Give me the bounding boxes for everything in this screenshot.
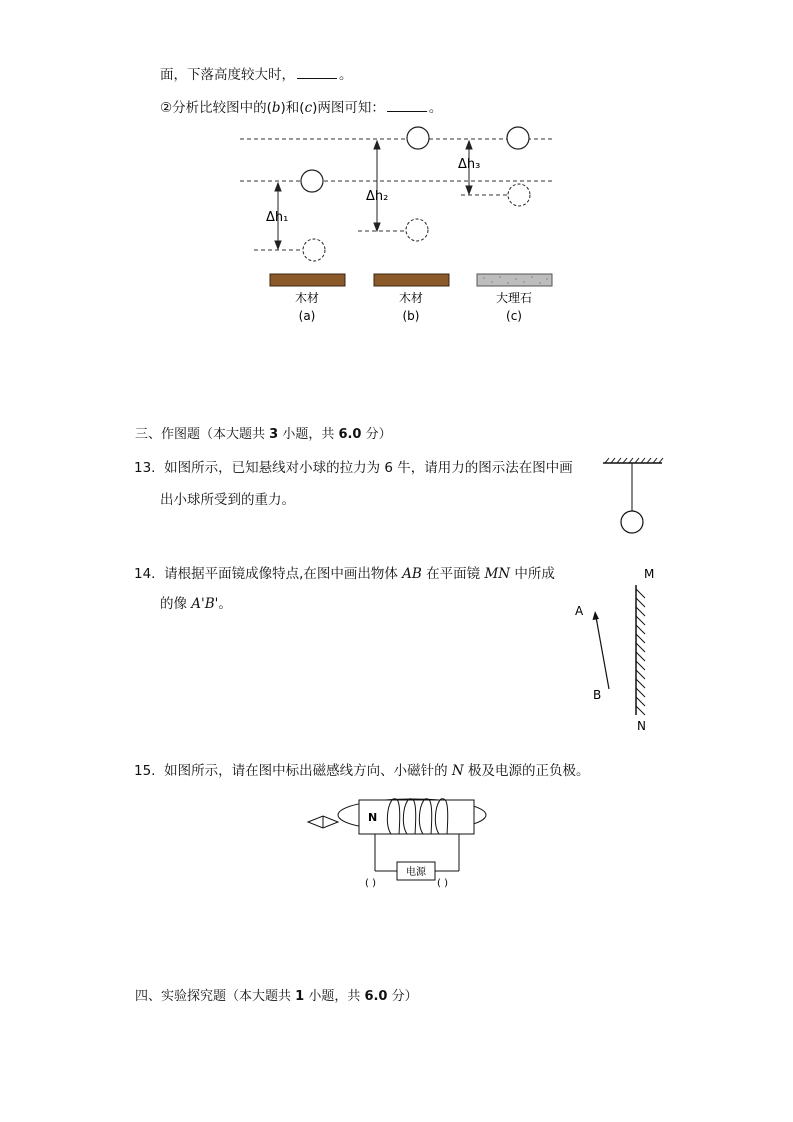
object-arrowhead xyxy=(593,611,600,620)
wood-surface-b xyxy=(374,274,449,286)
marble-texture xyxy=(483,276,548,284)
label-b: (b) xyxy=(402,309,420,323)
label-a: A xyxy=(575,604,584,618)
q14-line2: 的像 A'B'。 xyxy=(160,596,232,612)
label-c: (c) xyxy=(506,309,522,323)
left-polarity-slot[interactable]: ( ) xyxy=(365,878,376,889)
q13-figure xyxy=(600,455,680,545)
label-wood-a: 木材 xyxy=(294,291,320,305)
object-ab[interactable] xyxy=(596,617,609,689)
label-b: B xyxy=(593,688,602,702)
label-n: N xyxy=(637,719,646,733)
label-marble: 大理石 xyxy=(495,291,533,305)
q13-line2: 出小球所受到的重力。 xyxy=(160,492,295,508)
q12-blank-2[interactable] xyxy=(387,99,427,112)
q12-line2: ②分析比较图中的(b)和(c)两图可知： 。 xyxy=(160,100,443,116)
label-wood-b: 木材 xyxy=(398,291,424,305)
q12-line1: 面，下落高度较大时， 。 xyxy=(160,67,353,83)
wood-surface-a xyxy=(270,274,345,286)
label-dh1: Δh₁ xyxy=(266,210,289,225)
ball-a-start xyxy=(301,170,323,192)
ball-b-end xyxy=(406,219,428,241)
label-m: M xyxy=(644,567,655,581)
q13-line1: 13. 如图所示，已知悬线对小球的拉力为 6 牛，请用力的图示法在图中画 xyxy=(134,460,573,476)
right-polarity-slot[interactable]: ( ) xyxy=(437,878,448,889)
marble-surface xyxy=(477,274,552,286)
label-dh2: Δh₂ xyxy=(366,189,389,204)
ball-c-end xyxy=(508,184,530,206)
ball-b-start xyxy=(407,127,429,149)
q14-figure xyxy=(565,565,685,735)
label-a: (a) xyxy=(298,309,316,323)
q12-blank-1[interactable] xyxy=(297,66,337,79)
power-label: 电源 xyxy=(406,867,426,878)
mirror-hatch xyxy=(636,589,645,715)
core-n-label: N xyxy=(368,811,378,824)
section4-title: 四、实验探究题（本大题共 1 小题，共 6.0 分） xyxy=(135,989,418,1004)
q15-figure xyxy=(305,785,505,895)
q14-line1: 14. 请根据平面镜成像特点,在图中画出物体 AB 在平面镜 MN 中所成 xyxy=(134,566,555,582)
hanging-ball[interactable] xyxy=(621,511,643,533)
section3-title: 三、作图题（本大题共 3 小题，共 6.0 分） xyxy=(135,427,392,442)
q15-line1: 15. 如图所示，请在图中标出磁感线方向、小磁针的 N 极及电源的正负极。 xyxy=(134,763,590,779)
label-dh3: Δh₃ xyxy=(458,157,481,172)
ball-a-end xyxy=(303,239,325,261)
ball-c-start xyxy=(507,127,529,149)
